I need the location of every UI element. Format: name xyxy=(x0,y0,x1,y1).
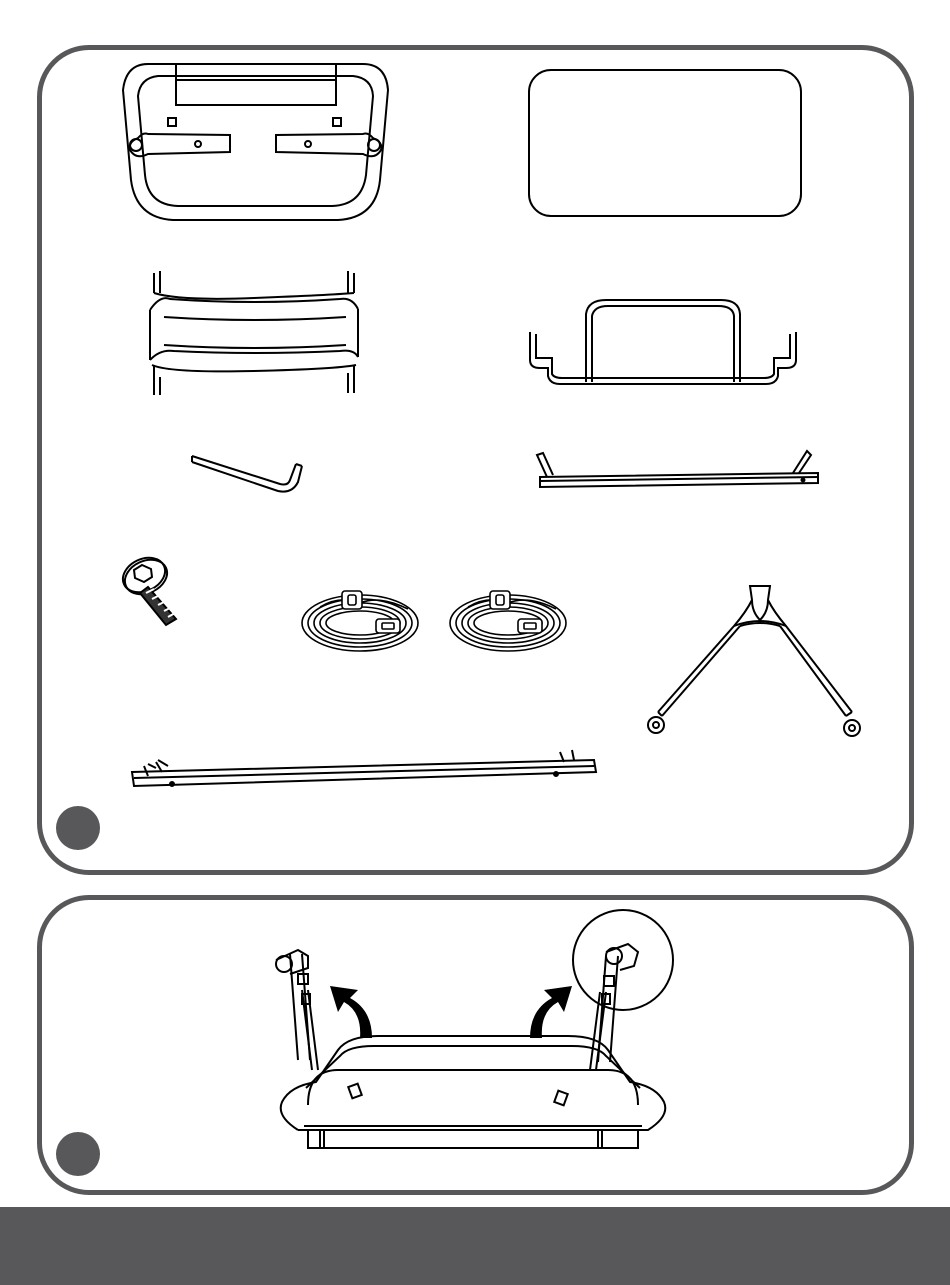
hex-key-icon xyxy=(188,450,306,500)
short-crossbar-icon xyxy=(535,445,825,493)
hex-bolt-icon xyxy=(118,555,188,627)
wheeled-leg-icon xyxy=(642,582,866,738)
step-2-marker xyxy=(56,1132,100,1176)
backrest-frame-icon xyxy=(526,292,800,392)
footer-band xyxy=(0,1207,950,1285)
base-tray-icon xyxy=(118,60,393,225)
long-crossbar-icon xyxy=(128,748,600,792)
step-1-marker xyxy=(56,806,100,850)
strap-coil-icon xyxy=(300,585,430,655)
mattress-pad-icon xyxy=(527,68,803,218)
raise-frame-uprights-icon xyxy=(268,920,680,1155)
fabric-side-frame-icon xyxy=(140,265,368,400)
strap-coil-icon xyxy=(448,585,578,655)
